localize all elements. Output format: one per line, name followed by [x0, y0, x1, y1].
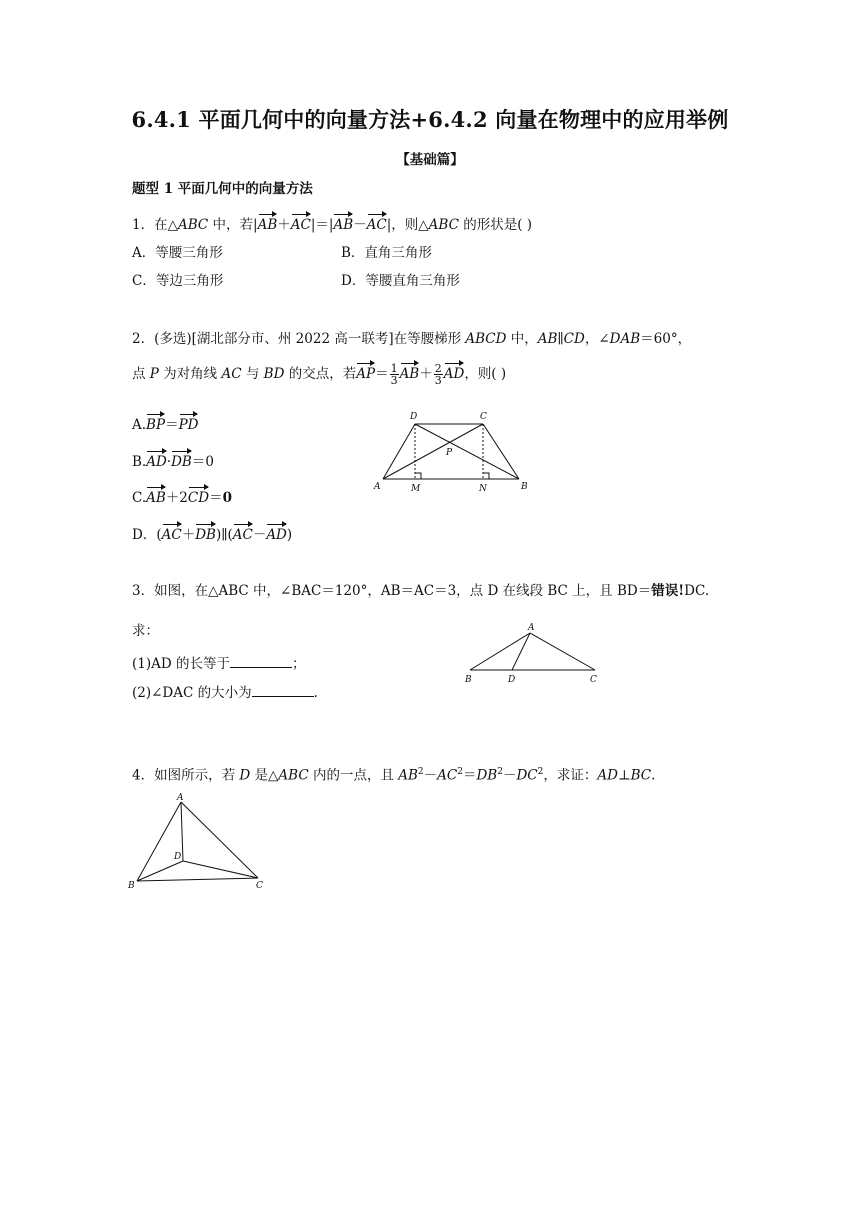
question-2-stem-line-1: 2．(多选)[湖北部分市、州 2022 高一联考]在等腰梯形 ABCD 中，AB∥CD，∠DAB＝60°， — [132, 331, 692, 347]
trapezoid-figure — [370, 405, 540, 497]
page-title: 6.4.1 平面几何中的向量方法+6.4.2 向量在物理中的应用举例 — [131, 107, 729, 132]
question-2-option-b: B.AD·DB＝0 — [132, 450, 214, 472]
label-c: C — [480, 412, 487, 422]
question-2-option-d: D．(AC＋DB)∥(AC－AD) — [132, 523, 292, 545]
label-c: C — [256, 881, 263, 891]
label-d: D — [174, 852, 182, 862]
segment-dc — [183, 861, 258, 878]
answer-blank-2[interactable] — [252, 682, 314, 697]
label-a: A — [177, 793, 184, 803]
segment-ac — [181, 802, 258, 878]
question-2-stem-line-2: 点 P 为对角线 AC 与 BD 的交点，若AP＝ $\frac{1}{3}$ AB＋ $\frac{2}{3}$ AD，则( ) — [132, 362, 507, 387]
segment-db — [137, 861, 183, 881]
label-d: D — [410, 412, 418, 422]
label-b: B — [465, 675, 472, 685]
question-1-stem: 1．在△ABC 中，若|AB＋AC|＝|AB－AC|，则△ABC 的形状是( ) — [132, 213, 532, 235]
question-1-option-d: D．等腰直角三角形 — [341, 273, 460, 289]
question-4-stem: 4．如图所示，若 D 是△ABC 内的一点，且 $AB^2-AC^2=DB^2-DC^2$，求证：AD⊥BC. — [132, 767, 656, 784]
question-3-part-2: (2)∠DAC 的大小为 . — [132, 682, 318, 703]
label-c: C — [590, 675, 597, 685]
segment-ac — [530, 633, 595, 670]
label-d: D — [508, 675, 516, 685]
label-n: N — [479, 484, 487, 494]
question-3-part-1: (1)AD 的长等于 ； — [132, 653, 306, 674]
label-a: A — [374, 482, 381, 492]
question-3-stem: 3．如图，在△ABC 中，∠BAC＝120°，AB＝AC＝3，点 D 在线段 BC 上，且 BD＝错误!DC. — [132, 583, 710, 599]
section-subtitle: 【基础篇】 — [396, 152, 464, 168]
label-m: M — [411, 484, 421, 494]
segment-ab — [137, 802, 181, 881]
triangle-abd-figure — [460, 618, 610, 686]
label-p: P — [446, 448, 453, 458]
segment-ad — [181, 802, 183, 861]
segment-bc — [137, 878, 258, 881]
question-1-option-c: C．等边三角形 — [132, 273, 224, 289]
question-2-option-c: C.AB＋2CD＝0 — [132, 486, 232, 508]
question-1-option-a: A．等腰三角形 — [132, 245, 223, 261]
label-b: B — [128, 881, 135, 891]
question-type-heading: 题型 1 平面几何中的向量方法 — [132, 181, 313, 197]
question-3-ask: 求： — [132, 623, 159, 639]
question-2-option-a: A.BP＝PD — [132, 413, 198, 435]
right-angle-mark-m — [415, 473, 421, 479]
answer-blank-1[interactable] — [230, 653, 292, 668]
trapezoid-leg-bc — [483, 424, 519, 479]
label-b: B — [521, 482, 528, 492]
label-a: A — [528, 623, 535, 633]
right-angle-mark-n — [483, 473, 489, 479]
question-1-option-b: B．直角三角形 — [341, 245, 432, 261]
triangle-abc-interior-point-figure — [125, 790, 275, 892]
